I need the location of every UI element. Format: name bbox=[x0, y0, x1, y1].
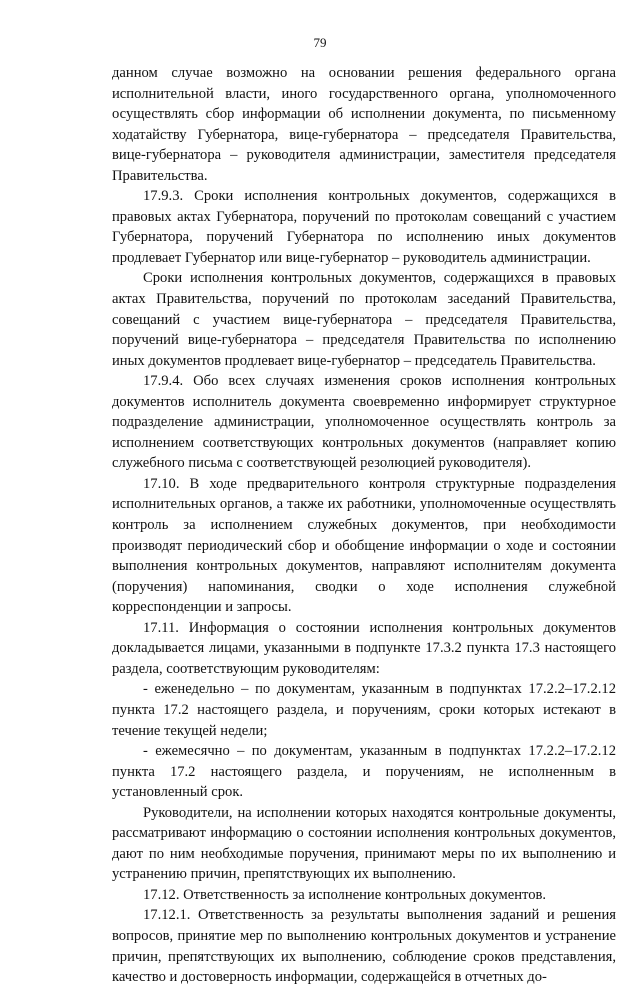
list-item-monthly: - ежемесячно – по документам, указанным в подпунктах 17.2.2–17.2.12 пункта 17.2 настоящего раздела, и поручениям, не исполненным в установленный срок. bbox=[112, 743, 616, 801]
paragraph-government-terms: Сроки исполнения контрольных документов, содержащихся в правовых актах Правительства, поручений по протоколам заседаний Правительства, совещаний с участием вице-губернатора – председателя Правительства, поручений вице-губернатора – председателя Правительства по исполнению иных документов продлевает вице-губернатор – председатель Правительства. bbox=[112, 270, 616, 369]
paragraph-continuation: данном случае возможно на основании решения федерального органа исполнительной власти, иного государственного органа, уполномоченного осуществлять сбор информации об исполнении документа, по письменному ходатайству Губернатора, вице-губернатора – председателя Правительства, вице-губернатора – руководителя администрации, заместителя председателя Правительства. bbox=[112, 65, 616, 184]
paragraph-17-12-1: 17.12.1. Ответственность за результаты выполнения заданий и решения вопросов, принятие мер по выполнению контрольных документов и устранение причин, препятствующих их выполнению, соблюдение сроков представления, качество и достоверность информации, содержащейся в отчетных до- bbox=[112, 907, 616, 986]
paragraph-17-11: 17.11. Информация о состоянии исполнения контрольных документов докладывается лицами, указанными в подпункте 17.3.2 пункта 17.3 настоящего раздела, соответствующим руководителям: bbox=[112, 619, 616, 677]
paragraph-17-9-4: 17.9.4. Обо всех случаях изменения сроков исполнения контрольных документов исполнитель документа своевременно информирует структурное подразделение администрации, уполномоченное осуществлять контроль за исполнением соответствующих контрольных документов (направляет копию служебного письма с соответствующей резолюцией руководителя). bbox=[112, 373, 616, 472]
list-item-weekly: - еженедельно – по документам, указанным в подпунктах 17.2.2–17.2.12 пункта 17.2 настоящего раздела, и поручениям, сроки которых истекают в течение текущей недели; bbox=[112, 681, 616, 739]
paragraph-17-9-3: 17.9.3. Сроки исполнения контрольных документов, содержащихся в правовых актах Губернатора, поручений по протоколам совещаний с участием Губернатора, поручений Губернатора по исполнению иных документов продлевает Губернатор или вице-губернатор – руководитель администрации. bbox=[112, 188, 616, 266]
page-number: 79 bbox=[313, 35, 327, 50]
paragraph-17-12: 17.12. Ответственность за исполнение контрольных документов. bbox=[143, 886, 547, 903]
document-body bbox=[112, 63, 616, 988]
paragraph-17-10: 17.10. В ходе предварительного контроля структурные подразделения исполнительных органов, а также их работники, уполномоченные осуществлять контроль за исполнением служебных документов, при необходимости производят периодический сбор и обобщение информации о ходе и состоянии выполнения контрольных документов, направляют исполнителям документа (поручения) напоминания, сводки о ходе исполнения служебной корреспонденции и запросы. bbox=[112, 475, 616, 616]
paragraph-managers: Руководители, на исполнении которых находятся контрольные документы, рассматривают информацию о состоянии исполнения контрольных документов, дают по ним необходимые поручения, принимают меры по их выполнению и устранению причин, препятствующих их выполнению. bbox=[112, 804, 616, 883]
